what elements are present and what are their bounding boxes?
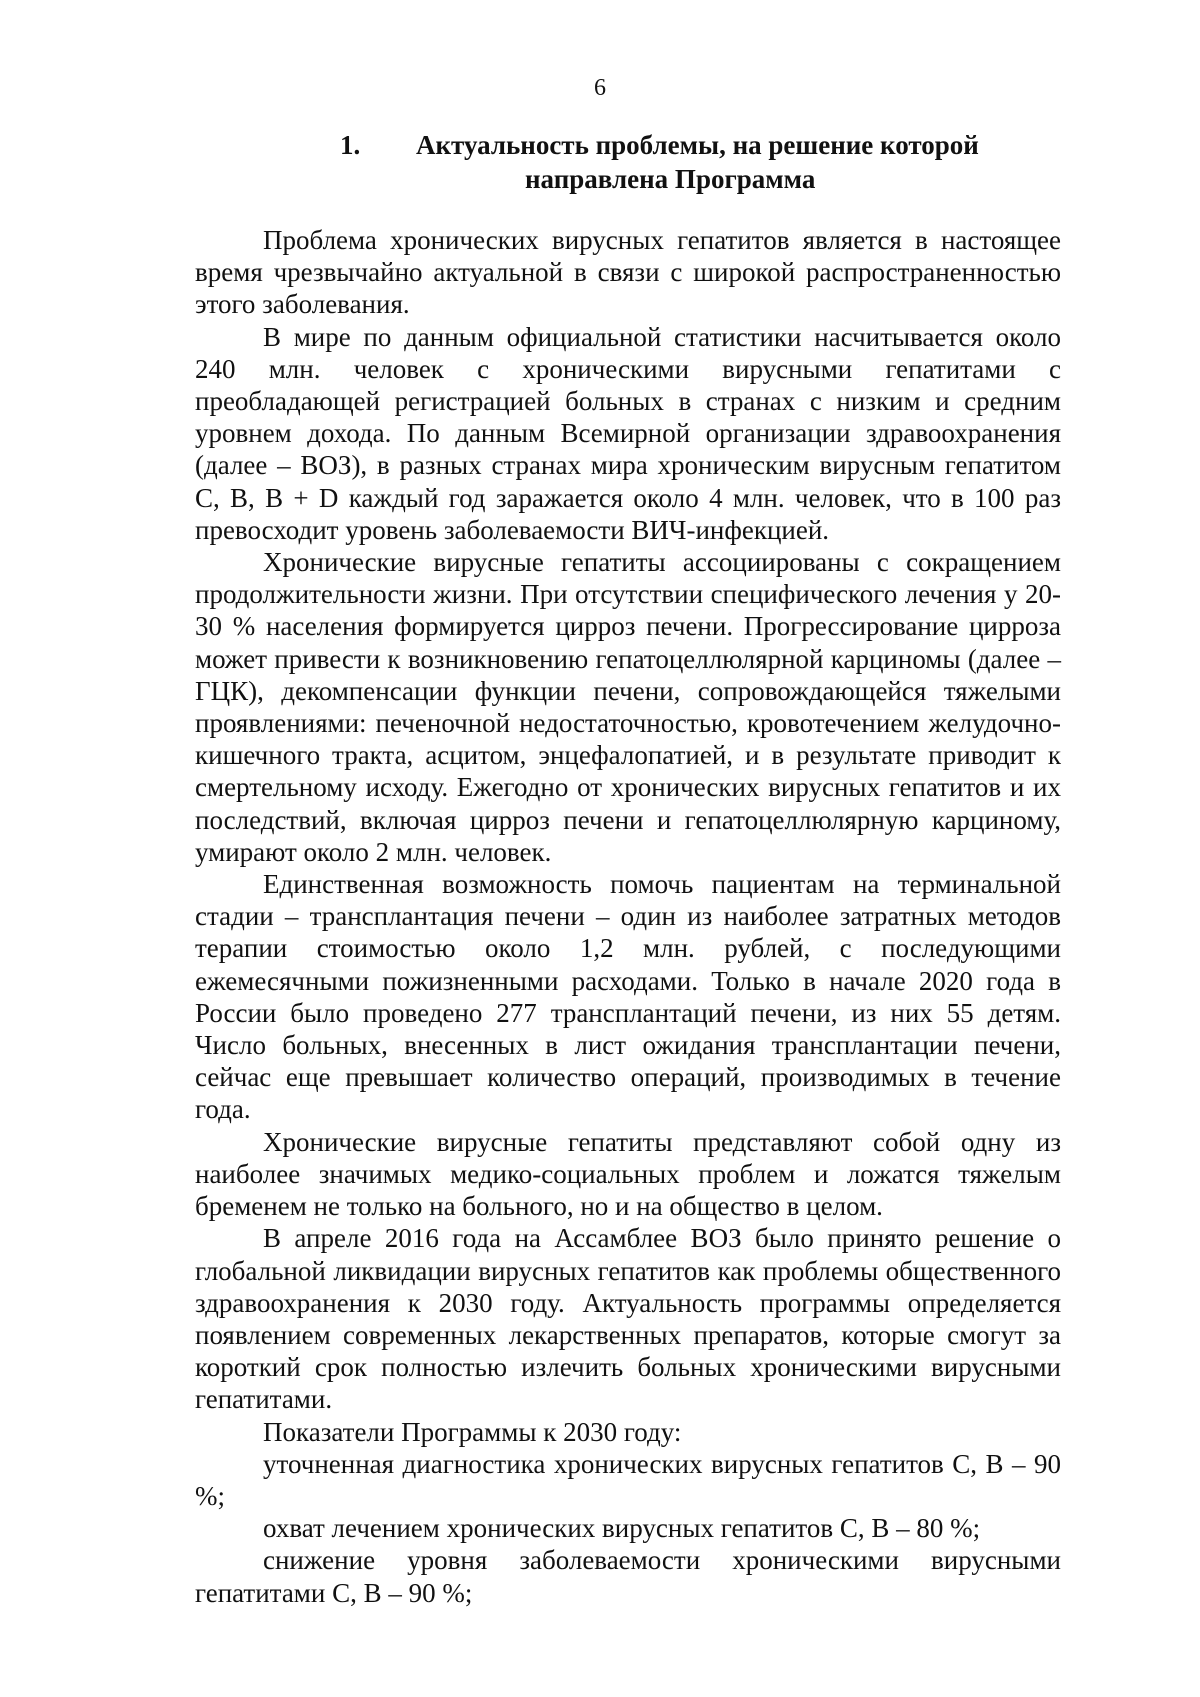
section-heading (340, 128, 1040, 196)
paragraph: В апреле 2016 года на Ассамблее ВОЗ было принято решение о глобальной ликвидации вирусных гепатитов как проблемы общественного здравоохранения к 2030 году. Актуальность программы определяется появлением современных лекарственных препаратов, которые смогут за короткий срок полностью излечить больных хроническими вирусными гепатитами. (195, 1223, 1061, 1415)
section-heading-line1 (340, 128, 1040, 162)
paragraph: В мире по данным официальной статистики насчитывается около 240 млн. человек с хроническими вирусными гепатитами с преобладающей регистрацией больных в странах с низким и средним уровнем дохода. По данным Всемирной организации здравоохранения (далее – ВОЗ), в разных странах мира хроническим вирусным гепатитом C, B, B + D каждый год заражается около 4 млн. человек, что в 100 раз превосходит уровень заболеваемости ВИЧ-инфекцией. (195, 321, 1061, 545)
paragraph: Проблема хронических вирусных гепатитов является в настоящее время чрезвычайно актуальной в связи с широкой распространенностью этого заболевания. (195, 225, 1061, 320)
paragraph: Хронические вирусные гепатиты ассоциированы с сокращением продолжительности жизни. При отсутствии специфического лечения у 20-30 % населения формируется цирроз печени. Прогрессирование цирроза может привести к возникновению гепатоцеллюлярной карциномы (далее – ГЦК), декомпенсации функции печени, сопровождающейся тяжелыми проявлениями: печеночной недостаточностью, кровотечением желудочно-кишечного тракта, асцитом, энцефалопатией, и в результате приводит к смертельному исходу. Ежегодно от хронических вирусных гепатитов и их последствий, включая цирроз печени и гепатоцеллюлярную карциному, умирают около 2 млн. человек. (195, 547, 1061, 867)
paragraph: Единственная возможность помочь пациентам на терминальной стадии – трансплантация печени – один из наиболее затратных методов терапии стоимостью около 1,2 млн. рублей, с последующими ежемесячными пожизненными расходами. Только в начале 2020 года в России было проведено 277 трансплантаций печени, из них 55 детям. Число больных, внесенных в лист ожидания трансплантации печени, сейчас еще превышает количество операций, производимых в течение года. (195, 869, 1061, 1125)
indicators-intro: Показатели Программы к 2030 году: (263, 1416, 682, 1447)
indicator-item: охват лечением хронических вирусных гепатитов С, В – 80 %; (263, 1513, 981, 1544)
paragraph: Хронические вирусные гепатиты представляют собой одну из наиболее значимых медико-социальных проблем и ложатся тяжелым бременем не только на больного, но и на общество в целом. (195, 1126, 1061, 1222)
body-text (195, 224, 1061, 1609)
indicator-item: уточненная диагностика хронических вирусных гепатитов С, В – 90 %; (195, 1448, 1061, 1511)
section-number: 1. (340, 130, 361, 160)
section-title-part2: направлена Программа (525, 164, 816, 194)
section-title-part1: Актуальность проблемы, на решение которой (416, 130, 979, 160)
indicator-item: снижение уровня заболеваемости хроническими вирусными гепатитами С, В – 90 %; (195, 1545, 1061, 1608)
page-number: 6 (594, 75, 606, 101)
